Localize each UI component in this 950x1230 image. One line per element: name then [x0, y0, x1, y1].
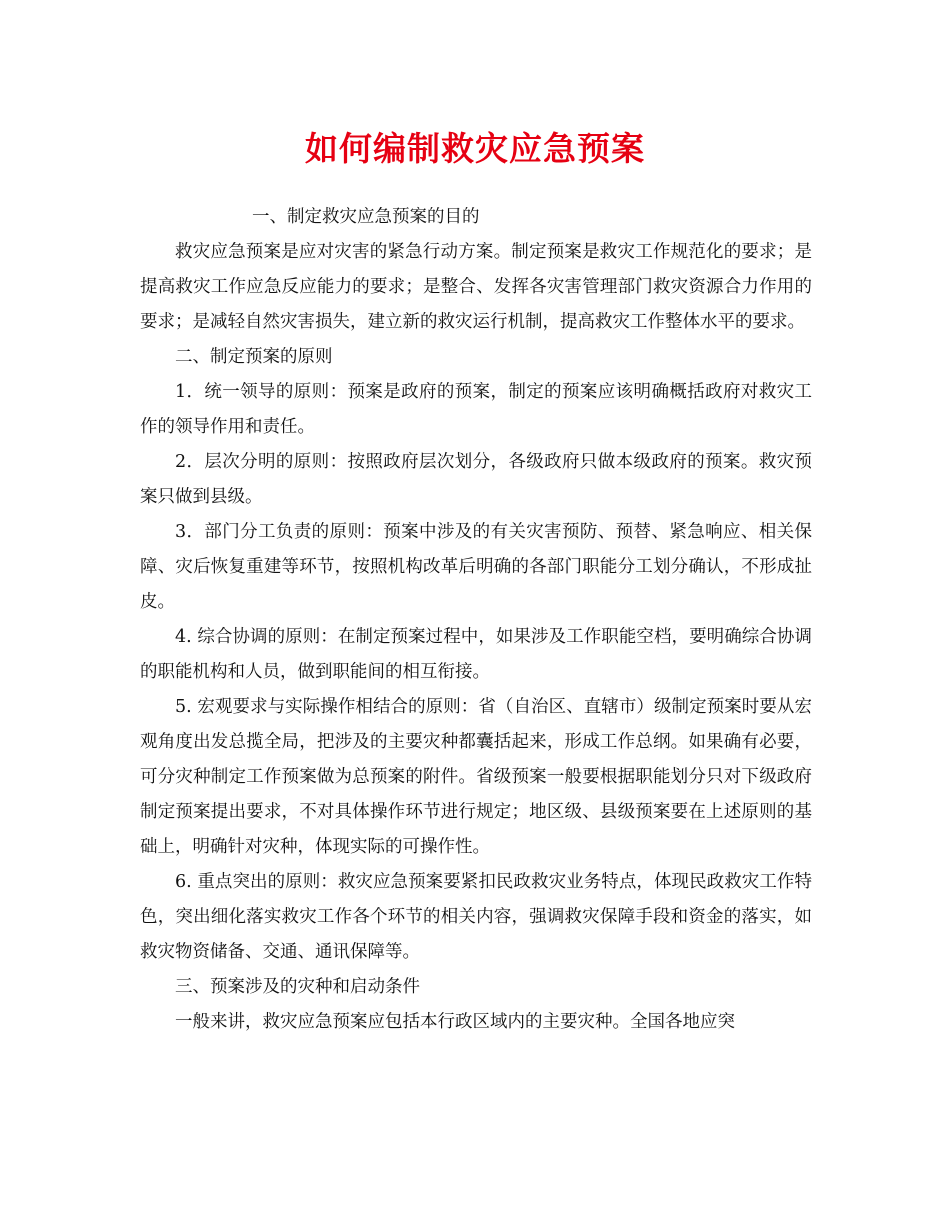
principle-5: 5. 宏观要求与实际操作相结合的原则：省（自治区、直辖市）级制定预案时要从宏观角度出发总揽全局，把涉及的主要灾种都囊括起来，形成工作总纲。如果确有必要，可分灾种制定工作预案做为总预案的附件。省级预案一般要根据职能划分只对下级政府制定预案提出要求，不对具体操作环节进行规定；地区级、县级预案要在上述原则的基础上，明确针对灾种，体现实际的可操作性。: [140, 697, 812, 857]
section-heading-1: 一、制定救灾应急预案的目的: [252, 207, 480, 227]
principle-1: 1．统一领导的原则：预案是政府的预案，制定的预案应该明确概括政府对救灾工作的领导作用和责任。: [140, 382, 812, 437]
document-title: 如何编制救灾应急预案: [305, 129, 645, 168]
paragraph-purpose: 救灾应急预案是应对灾害的紧急行动方案。制定预案是救灾工作规范化的要求；是提高救灾工作应急反应能力的要求；是整合、发挥各灾害管理部门救灾资源合力作用的要求；是减轻自然灾害损失，建立新的救灾运行机制，提高救灾工作整体水平的要求。: [140, 242, 812, 332]
principle-6: 6. 重点突出的原则：救灾应急预案要紧扣民政救灾业务特点，体现民政救灾工作特色，突出细化落实救灾工作各个环节的相关内容，强调救灾保障手段和资金的落实，如救灾物资储备、交通、通讯保障等。: [140, 872, 812, 962]
principle-2: 2．层次分明的原则：按照政府层次划分，各级政府只做本级政府的预案。救灾预案只做到县级。: [140, 452, 812, 507]
document-body: [140, 200, 812, 1040]
principle-4: 4. 综合协调的原则：在制定预案过程中，如果涉及工作职能空档，要明确综合协调的职能机构和人员，做到职能间的相互衔接。: [140, 627, 812, 682]
section-heading-3: 三、预案涉及的灾种和启动条件: [175, 977, 420, 997]
section-heading-2: 二、制定预案的原则: [175, 347, 333, 367]
paragraph-disaster-types: 一般来讲，救灾应急预案应包括本行政区域内的主要灾种。全国各地应突: [175, 1012, 735, 1032]
principle-3: 3．部门分工负责的原则：预案中涉及的有关灾害预防、预替、紧急响应、相关保障、灾后恢复重建等环节，按照机构改革后明确的各部门职能分工划分确认，不形成扯皮。: [140, 522, 812, 612]
